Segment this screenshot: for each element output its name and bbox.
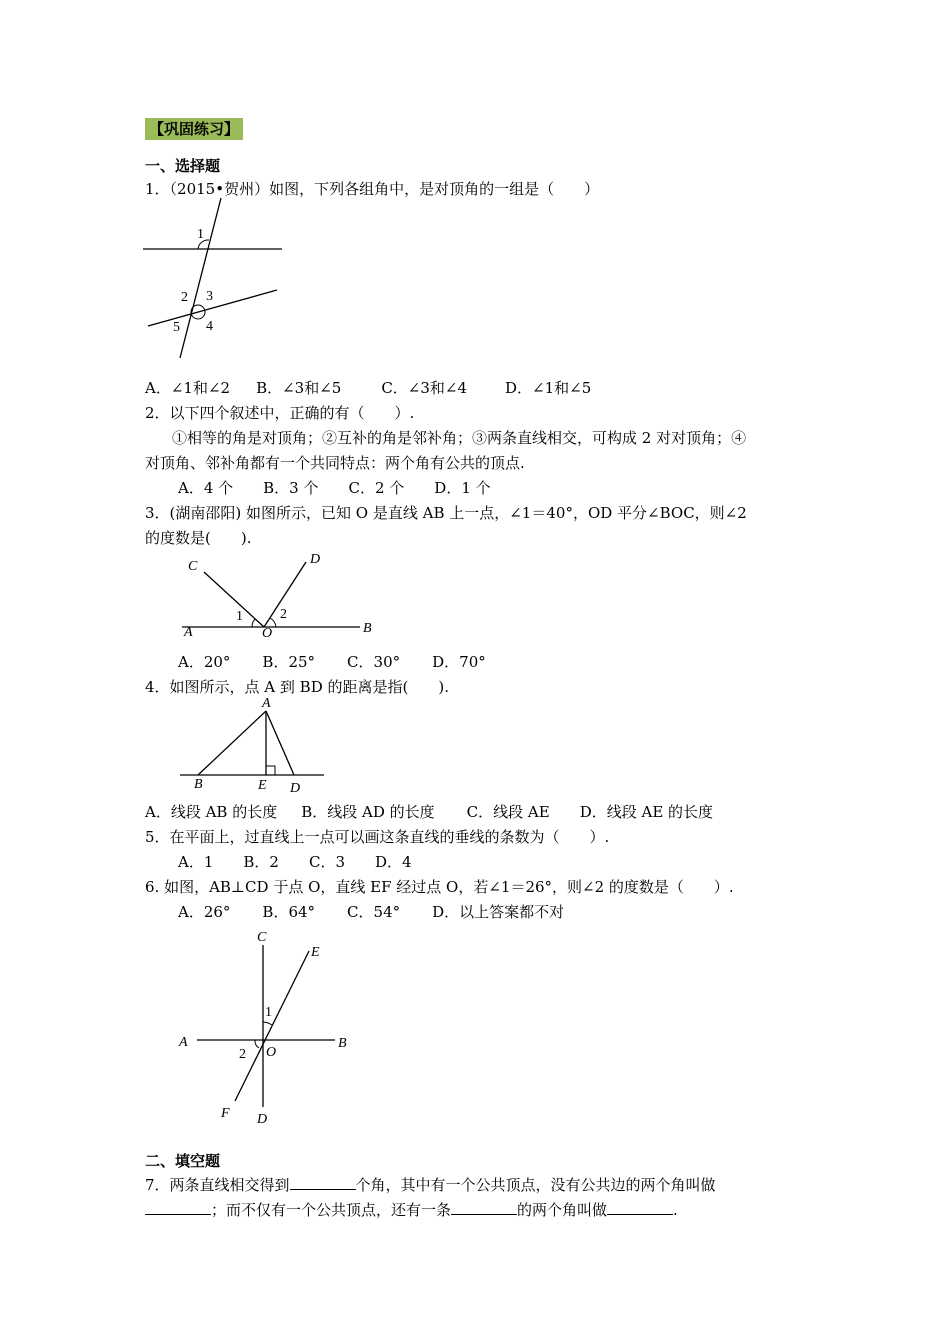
q6-label-e: E bbox=[311, 945, 320, 960]
q4-option-d[interactable]: D．线段 AE 的长度 bbox=[579, 803, 714, 821]
q3-ray-oc bbox=[204, 572, 264, 627]
q5-stem: 5．在平面上，过直线上一点可以画这条直线的垂线的条数为（ ）. bbox=[145, 828, 610, 846]
q1-label-1: 1 bbox=[197, 227, 204, 242]
q6-label-1: 1 bbox=[265, 1005, 272, 1020]
q1-stem: 1．（2015•贺州）如图，下列各组角中，是对顶角的一组是（ ） bbox=[145, 180, 600, 198]
q1-option-a[interactable]: A．∠1和∠2 bbox=[145, 379, 231, 397]
q6-figure bbox=[175, 925, 360, 1130]
q1-label-2: 2 bbox=[181, 290, 188, 305]
q6-option-b[interactable]: B．64° bbox=[262, 903, 316, 921]
q3-figure bbox=[180, 548, 380, 643]
q4-options bbox=[145, 802, 713, 822]
q4-right-angle-mark bbox=[266, 766, 275, 775]
q4-segment-ab bbox=[198, 711, 266, 775]
q1-label-3: 3 bbox=[206, 289, 213, 304]
q6-option-d[interactable]: D．以上答案都不对 bbox=[432, 903, 565, 921]
q4-stem: 4．如图所示，点 A 到 BD 的距离是指( ). bbox=[145, 678, 449, 696]
q3-options bbox=[178, 652, 486, 672]
q3-stem-line1: 3．(湖南邵阳) 如图所示，已知 O 是直线 AB 上一点，∠1＝40°，OD 平分∠BOC，则∠2 bbox=[145, 504, 747, 522]
q7-line2 bbox=[145, 1200, 678, 1220]
q7-text-part1: 7．两条直线相交得到 bbox=[145, 1176, 290, 1194]
q5-option-a[interactable]: A．1 bbox=[178, 853, 214, 871]
q2-option-a[interactable]: A．4 个 bbox=[178, 479, 234, 497]
q7-text-part2: 个角，其中有一个公共顶点，没有公共边的两个角叫做 bbox=[355, 1176, 716, 1194]
q3-label-c: C bbox=[188, 559, 198, 574]
q4-label-a: A bbox=[262, 696, 271, 711]
q2-options bbox=[178, 478, 491, 498]
q6-label-b: B bbox=[338, 1036, 347, 1051]
q4-label-d: D bbox=[290, 781, 301, 796]
q6-label-f: F bbox=[221, 1106, 230, 1121]
q1-figure bbox=[140, 195, 285, 365]
q7-blank-4[interactable] bbox=[607, 1200, 673, 1215]
q4-option-b[interactable]: B．线段 AD 的长度 bbox=[301, 803, 435, 821]
q4-label-e: E bbox=[258, 778, 267, 793]
q2-option-d[interactable]: D．1 个 bbox=[434, 479, 491, 497]
q4-option-a[interactable]: A．线段 AB 的长度 bbox=[145, 803, 278, 821]
q3-label-2: 2 bbox=[280, 607, 287, 622]
q3-label-a: A bbox=[184, 625, 193, 640]
q5-option-c[interactable]: C．3 bbox=[308, 853, 345, 871]
q1-option-b[interactable]: B．∠3和∠5 bbox=[256, 379, 342, 397]
q3-option-c[interactable]: C．30° bbox=[347, 653, 401, 671]
q6-stem: 6. 如图，AB⊥CD 于点 O，直线 EF 经过点 O，若∠1＝26°，则∠2 的度数是（ ）. bbox=[145, 878, 734, 896]
section-heading-choice: 一、选择题 bbox=[145, 157, 221, 175]
q4-figure bbox=[178, 695, 328, 795]
q2-option-c[interactable]: C．2 个 bbox=[348, 479, 405, 497]
q6-angle1-arc bbox=[263, 1022, 272, 1025]
q7-blank-3[interactable] bbox=[451, 1200, 517, 1215]
q5-options bbox=[178, 852, 412, 872]
q7-text-part3: ；而不仅有一个公共顶点，还有一条 bbox=[211, 1201, 452, 1219]
q2-detail-line2: 对顶角、邻补角都有一个共同特点：两个角有公共的顶点. bbox=[145, 454, 525, 472]
q6-option-a[interactable]: A．26° bbox=[178, 903, 231, 921]
q6-label-a: A bbox=[179, 1035, 188, 1050]
q4-label-b: B bbox=[194, 777, 203, 792]
q1-transversal-line bbox=[180, 198, 221, 358]
q2-option-b[interactable]: B．3 个 bbox=[263, 479, 319, 497]
q3-label-o: O bbox=[262, 626, 273, 641]
q3-label-d: D bbox=[310, 552, 321, 567]
q6-angle2-arc bbox=[255, 1040, 259, 1048]
q6-options bbox=[178, 902, 564, 922]
q4-option-c[interactable]: C．线段 AE bbox=[466, 803, 550, 821]
q6-line-ef bbox=[235, 951, 309, 1101]
q3-label-1: 1 bbox=[236, 609, 243, 624]
q1-label-5: 5 bbox=[173, 320, 180, 335]
q2-stem: 2．以下四个叙述中，正确的有（ ）. bbox=[145, 404, 415, 422]
q5-option-b[interactable]: B．2 bbox=[243, 853, 279, 871]
q1-option-d[interactable]: D．∠1和∠5 bbox=[505, 379, 592, 397]
q6-option-c[interactable]: C．54° bbox=[347, 903, 401, 921]
q4-segment-ad bbox=[266, 711, 294, 775]
q2-detail-line1: ①相等的角是对顶角；②互补的角是邻补角；③两条直线相交，可构成 2 对对顶角；④ bbox=[172, 429, 747, 447]
q6-label-o: O bbox=[266, 1045, 277, 1060]
q3-stem-line2: 的度数是( ). bbox=[145, 529, 252, 547]
q6-label-c: C bbox=[257, 930, 267, 945]
q7-text-part5: . bbox=[673, 1201, 678, 1219]
q1-label-4: 4 bbox=[206, 319, 213, 334]
q3-option-d[interactable]: D．70° bbox=[432, 653, 486, 671]
q3-angle1-arc bbox=[252, 619, 255, 627]
q5-option-d[interactable]: D．4 bbox=[375, 853, 412, 871]
section-title-tag: 【巩固练习】 bbox=[145, 118, 243, 140]
q3-label-b: B bbox=[363, 621, 372, 636]
q7-line1 bbox=[145, 1175, 716, 1195]
q3-option-a[interactable]: A．20° bbox=[178, 653, 231, 671]
section-heading-fill: 二、填空题 bbox=[145, 1152, 221, 1170]
q6-label-d: D bbox=[257, 1112, 268, 1127]
q7-blank-1[interactable] bbox=[290, 1175, 356, 1190]
q1-options bbox=[145, 378, 591, 398]
q1-option-c[interactable]: C．∠3和∠4 bbox=[381, 379, 468, 397]
q7-blank-2[interactable] bbox=[145, 1200, 211, 1215]
q6-label-2: 2 bbox=[239, 1047, 246, 1062]
q3-option-b[interactable]: B．25° bbox=[262, 653, 316, 671]
q7-text-part4: 的两个角叫做 bbox=[517, 1201, 608, 1219]
